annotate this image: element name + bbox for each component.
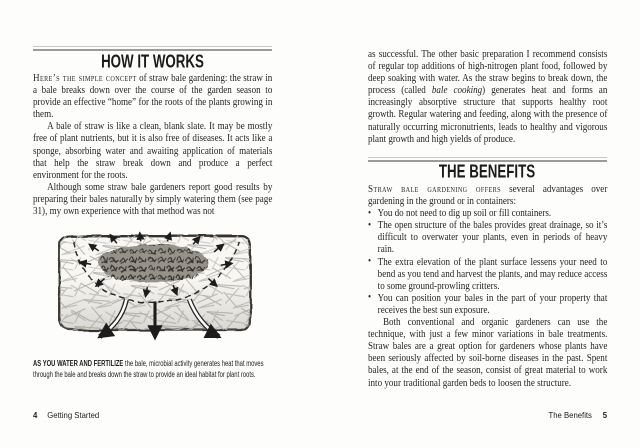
paragraph-natural-preparation: Although some straw bale gardeners report good results by preparing their bales naturally by simply watering them (see page 31), my own experience with that method was not <box>33 181 273 218</box>
benefits-lead-rest: several advantages over gardening in the ground or in containers: <box>368 184 608 208</box>
intro-rest: of straw bale gardening: the straw in a bale breaks down over the course of the garden season to provide an effective “home” for the roots of the plants growing in them. <box>33 73 273 121</box>
right-page <box>320 0 640 448</box>
bale-cooking-italic: bale cooking <box>431 85 483 97</box>
right-body-text-top <box>368 49 607 146</box>
intro-lead-smallcaps: Here’s the simple concept <box>33 73 137 84</box>
benefit-item: • You can position your bales in the part of your property that receives the best sun exposure. <box>368 293 607 317</box>
bale-cooking-seg1: as successful. The other basic preparation I recommend consists of regular top additions of high-nitrogen plant food, followed by deep soaking with water. As the straw begins to break down, the process (called <box>368 49 608 97</box>
left-running-footer <box>33 410 99 420</box>
heading-the-benefits: THE BENEFITS <box>439 160 536 182</box>
left-body-text <box>33 73 272 218</box>
caption-rest: the bale, microbial activity generates heat that moves through the bale and breaks down the straw to provide an ideal habitat for plant roots. <box>33 358 264 380</box>
page-heading-wrap <box>33 52 272 72</box>
right-section-title: The Benefits <box>548 410 592 420</box>
intro-paragraph <box>33 73 272 121</box>
bale-cooking-seg2: ) generates heat and forms an increasingly absorptive structure that supports healthy root growth. Regular watering and feeding, along with the presence of naturally occurring micronutrients, leads to healthy and vigorous plant growth and high yields of produce. <box>368 85 608 145</box>
right-running-footer <box>548 410 607 420</box>
caption-lead-bold: AS YOU WATER AND FERTILIZE <box>33 358 124 368</box>
benefits-lead-paragraph <box>368 184 607 208</box>
heading-how-it-works: HOW IT WORKS <box>101 50 204 72</box>
benefits-heading-wrap <box>368 162 607 182</box>
left-section-title: Getting Started <box>47 410 100 420</box>
benefits-list <box>368 208 607 317</box>
benefit-item: • The open structure of the bales provides great drainage, so it’s difficult to overwater your plants, even in periods of heavy rain. <box>368 220 607 256</box>
paragraph-bale-cooking <box>368 49 607 146</box>
paragraph-bale-blank-slate: A bale of straw is like a clean, blank slate. It may be mostly free of plant nutrients, but it is also free of diseases. It acts like a sponge, absorbing water and awaiting application of materials that help the straw break down and produce a perfect environment for the roots. <box>33 121 273 181</box>
benefit-item: • The extra elevation of the plant surface lessens your need to bend as you tend and harvest the plants, and may reduce access to some ground-prowling critters. <box>368 257 607 293</box>
straw-bale-illustration <box>52 229 258 350</box>
benefit-item: • You do not need to dig up soil or fill containers. <box>368 208 607 220</box>
right-page-number: 5 <box>602 410 607 420</box>
benefits-lead-smallcaps: Straw bale gardening offers <box>368 184 502 195</box>
benefits-body-text <box>368 184 607 390</box>
left-page-number: 4 <box>33 410 38 420</box>
closing-paragraph: Both conventional and organic gardeners can use the technique, with just a few minor variations in bale treatments. Straw bales are a great option for gardeners whose plants have been seriously affected by soil-borne diseases in the past. Spent bales, at the end of the season, consist of great material to work into your traditional garden beds to loosen the structure. <box>368 317 608 389</box>
straw-bale-drawing <box>52 229 258 350</box>
illustration-caption <box>33 358 285 381</box>
